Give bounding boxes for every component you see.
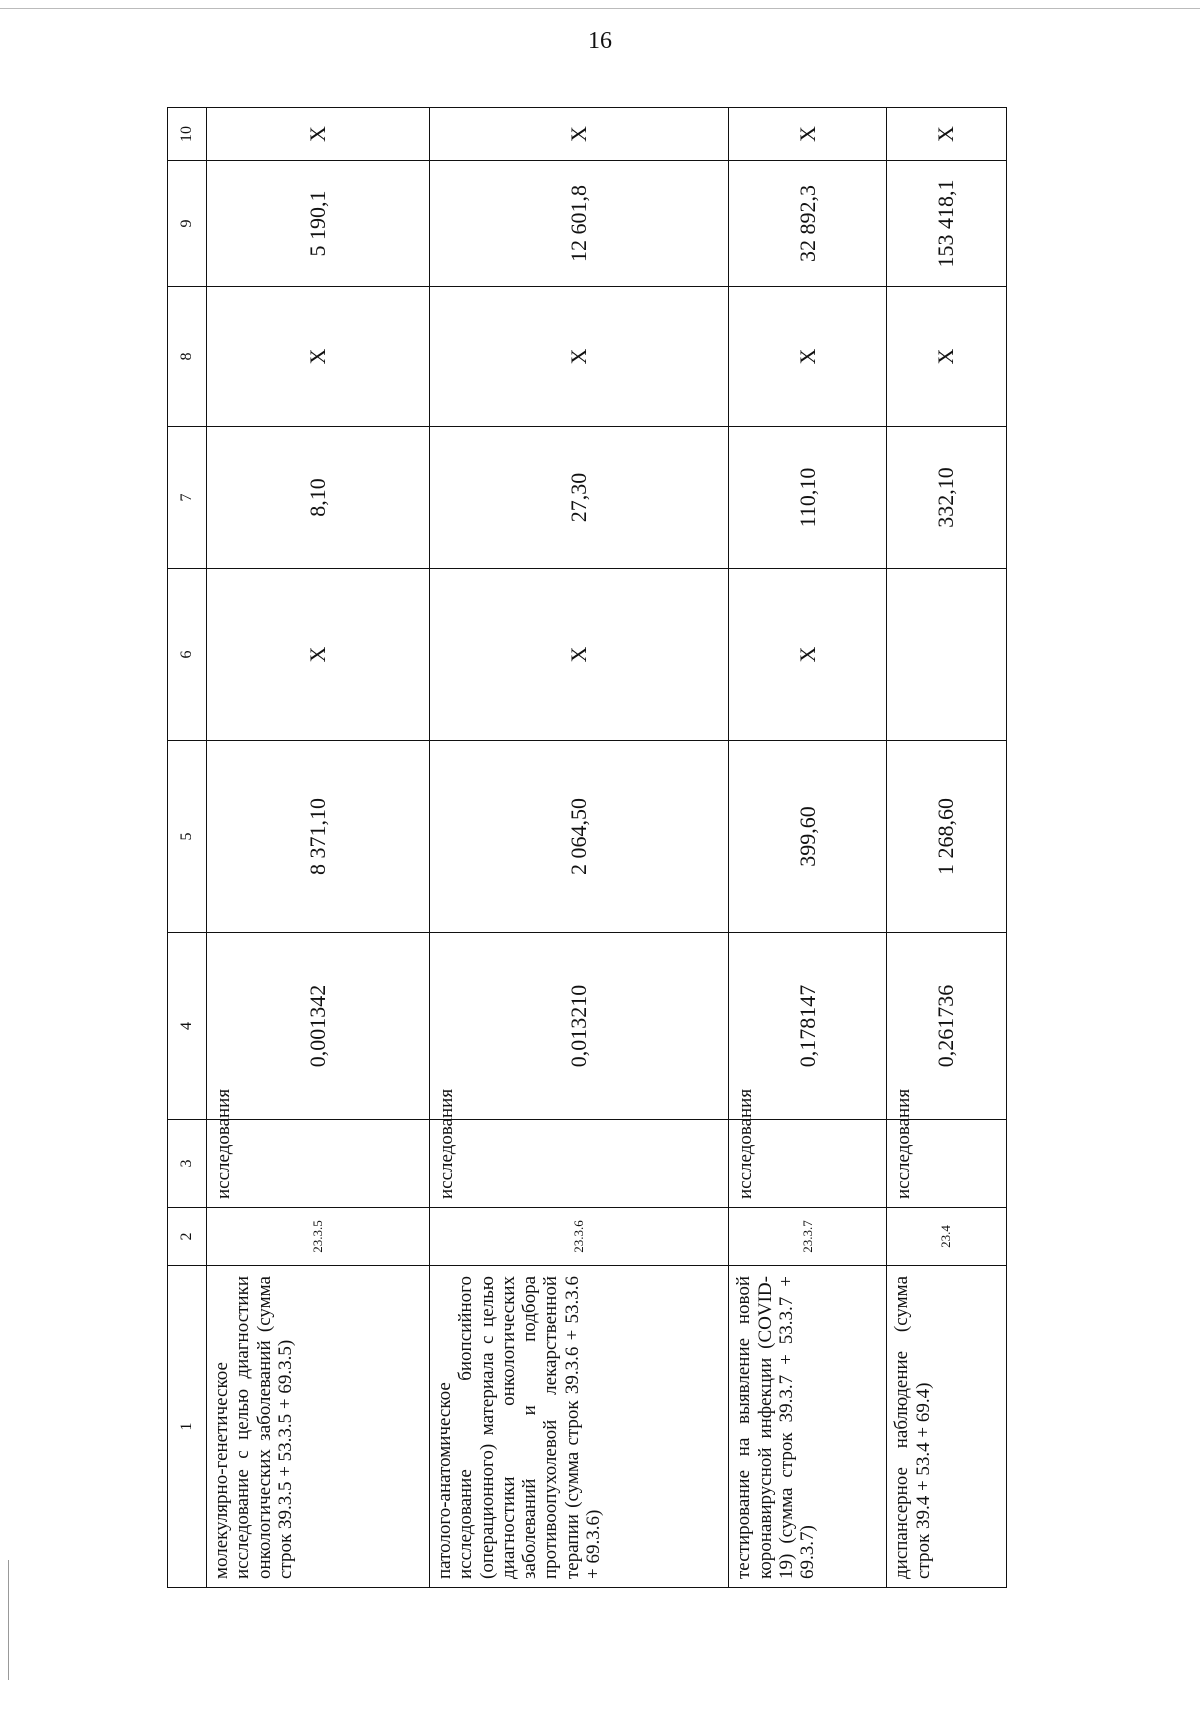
cell-col6: Х [729,569,887,741]
col-header: 10 [168,108,207,161]
header-row [168,108,207,1588]
table-row [207,108,430,1588]
scan-margin-mark [8,1560,9,1680]
col-header: 4 [168,933,207,1120]
cell-col10: Х [430,108,729,161]
cell-col9: 12 601,8 [430,161,729,287]
row-code: 23.3.6 [430,1208,729,1266]
row-unit: исследования [729,1120,887,1208]
cell-col4: 0,178147 [729,933,887,1120]
data-table [167,107,1007,1588]
cell-col5: 1 268,60 [887,741,1007,933]
col-header: 8 [168,287,207,427]
col-header: 7 [168,427,207,569]
cell-col5: 2 064,50 [430,741,729,933]
row-unit: исследования [430,1120,729,1208]
cell-col4: 0,261736 [887,933,1007,1120]
scan-edge [0,0,1200,9]
cell-col9: 5 190,1 [207,161,430,287]
col-header: 1 [168,1266,207,1588]
cell-col7: 110,10 [729,427,887,569]
row-code: 23.3.5 [207,1208,430,1266]
row-code: 23.3.7 [729,1208,887,1266]
cell-col4: 0,013210 [430,933,729,1120]
cell-col6: Х [430,569,729,741]
row-name: патолого-анатомическое исследование биопсийного (операционного) материала с целью диагностики онкологических заболеваний и подбора противоопухолевой лекарственной терапии (сумма строк 39.3.6 + 53.3.6 + 69.3.6) [430,1266,729,1588]
row-name: тестирование на выявление новой коронавирусной инфекции (COVID-19) (сумма строк 39.3.7 + 53.3.7 + 69.3.7) [729,1266,887,1588]
cell-col4: 0,001342 [207,933,430,1120]
row-name: диспансерное наблюдение (сумма строк 39.4 + 53.4 + 69.4) [887,1266,1007,1588]
cell-col5: 8 371,10 [207,741,430,933]
table-row [729,108,887,1588]
cell-col9: 153 418,1 [887,161,1007,287]
col-header: 9 [168,161,207,287]
cell-col5: 399,60 [729,741,887,933]
col-header: 3 [168,1120,207,1208]
cell-col7: 27,30 [430,427,729,569]
col-header: 5 [168,741,207,933]
row-unit: исследования [207,1120,430,1208]
col-header: 2 [168,1208,207,1266]
cell-col8: Х [207,287,430,427]
cell-col10: Х [729,108,887,161]
cell-col7: 8,10 [207,427,430,569]
cell-col8: Х [430,287,729,427]
cell-col10: Х [887,108,1007,161]
cell-col8: Х [887,287,1007,427]
row-unit: исследования [887,1120,1007,1208]
table-row [887,108,1007,1588]
row-code: 23.4 [887,1208,1007,1266]
cell-col6: Х [207,569,430,741]
cell-col10: Х [207,108,430,161]
cell-col6 [887,569,1007,741]
col-header: 6 [168,569,207,741]
cell-col9: 32 892,3 [729,161,887,287]
cell-col7: 332,10 [887,427,1007,569]
row-name: молекулярно-генетическое исследование с целью диагностики онкологических заболеваний (сумма строк 39.3.5 + 53.3.5 + 69.3.5) [207,1266,430,1588]
page-number: 16 [588,28,612,54]
rotated-table-wrapper [167,108,1007,1588]
cell-col8: Х [729,287,887,427]
table-row [430,108,729,1588]
